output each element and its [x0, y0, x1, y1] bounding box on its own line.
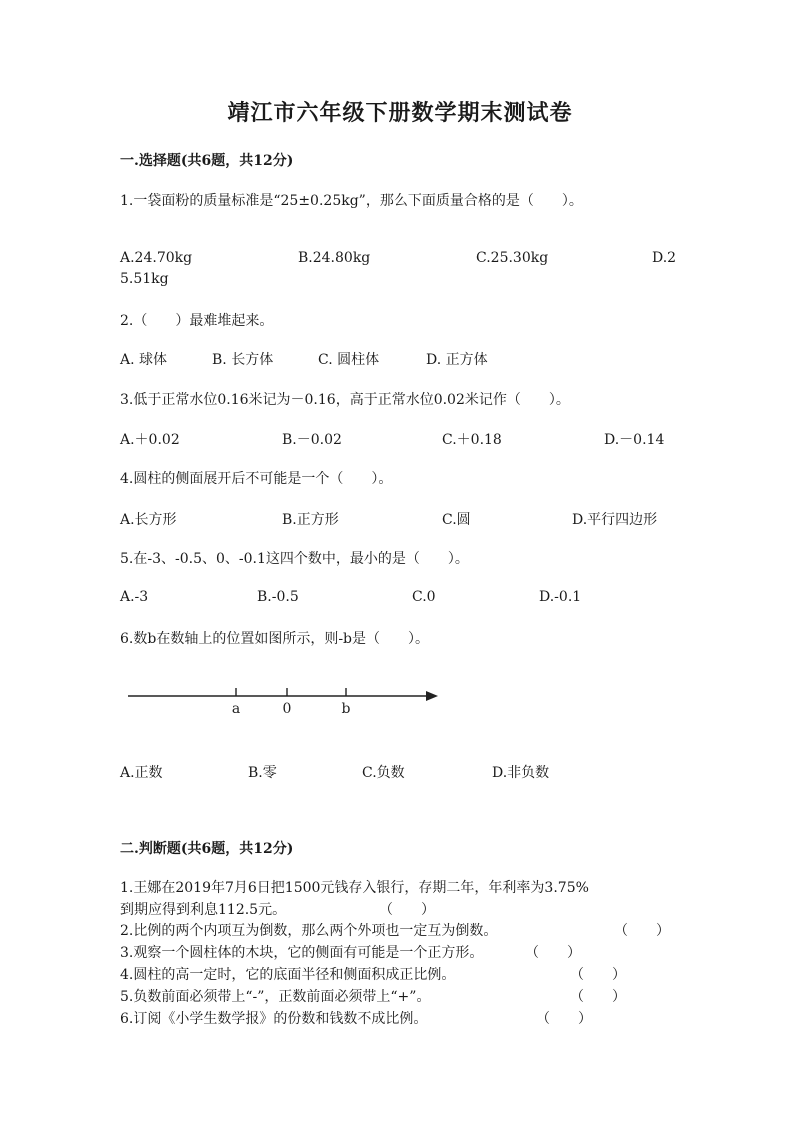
q3-option-a: A.＋0.02	[120, 432, 180, 448]
q5-option-c: C.0	[412, 589, 436, 605]
label-a: a	[231, 701, 241, 717]
q4-option-b: B.正方形	[282, 512, 339, 528]
q2-option-c: C. 圆柱体	[318, 352, 380, 368]
question-2: 2.（ ）最难堆起来。	[120, 313, 274, 329]
judgement-3-answer-parens: （ ）	[525, 945, 581, 961]
judgement-3: 3.观察一个圆柱体的木块，它的侧面有可能是一个正方形。	[120, 945, 484, 961]
q4-option-c: C.圆	[442, 512, 471, 528]
q4-option-a: A.长方形	[120, 512, 177, 528]
label-zero: 0	[282, 701, 292, 717]
page-title: 靖江市六年级下册数学期末测试卷	[227, 100, 573, 126]
section-heading-choice: 一.选择题(共6题，共12分)	[120, 153, 294, 169]
number-line-figure	[124, 680, 444, 720]
q2-option-a: A. 球体	[120, 352, 168, 368]
judgement-6: 6.订阅《小学生数学报》的份数和钱数不成比例。	[120, 1011, 428, 1027]
q5-option-a: A.-3	[120, 589, 149, 605]
judgement-5: 5.负数前面必须带上“-”，正数前面必须带上“+”。	[120, 989, 431, 1005]
section-heading-judgement: 二.判断题(共6题，共12分)	[120, 841, 294, 857]
judgement-4: 4.圆柱的高一定时，它的底面半径和侧面积成正比例。	[120, 967, 456, 983]
q3-option-b: B.－0.02	[282, 432, 342, 448]
q3-option-c: C.＋0.18	[442, 432, 502, 448]
judgement-2: 2.比例的两个内项互为倒数，那么两个外项也一定互为倒数。	[120, 923, 498, 939]
q1-option-a: A.24.70kg	[120, 250, 193, 266]
q1-option-d-cont: 5.51kg	[120, 271, 169, 287]
number-line-arrow	[426, 691, 438, 701]
judgement-1-cont: 到期应得到利息112.5元。	[120, 902, 287, 918]
judgement-1-answer-parens: （ ）	[379, 902, 435, 918]
q1-option-b: B.24.80kg	[298, 250, 371, 266]
q5-option-d: D.-0.1	[539, 589, 582, 605]
q2-option-d: D. 正方体	[426, 352, 488, 368]
q6-option-a: A.正数	[120, 765, 163, 781]
question-1: 1.一袋面粉的质量标准是“25±0.25kg”，那么下面质量合格的是（ ）。	[120, 193, 583, 209]
question-4: 4.圆柱的侧面展开后不可能是一个（ ）。	[120, 471, 393, 487]
judgement-4-answer-parens: （ ）	[570, 967, 626, 983]
q1-option-d: D.2	[652, 250, 677, 266]
judgement-5-answer-parens: （ ）	[570, 989, 626, 1005]
q4-option-d: D.平行四边形	[572, 512, 658, 528]
q6-option-b: B.零	[248, 765, 277, 781]
question-5: 5.在-3、-0.5、0、-0.1这四个数中，最小的是（ ）。	[120, 551, 469, 567]
q6-option-c: C.负数	[362, 765, 405, 781]
judgement-2-answer-parens: （ ）	[614, 923, 670, 939]
question-3: 3.低于正常水位0.16米记为－0.16，高于正常水位0.02米记作（ ）。	[120, 392, 570, 408]
judgement-6-answer-parens: （ ）	[536, 1011, 592, 1027]
q1-option-c: C.25.30kg	[476, 250, 549, 266]
label-b: b	[341, 701, 351, 717]
judgement-1: 1.王娜在2019年7月6日把1500元钱存入银行，存期二年，年利率为3.75%	[120, 880, 589, 896]
question-6: 6.数b在数轴上的位置如图所示，则-b是（ ）。	[120, 631, 430, 647]
q5-option-b: B.-0.5	[257, 589, 299, 605]
q2-option-b: B. 长方体	[212, 352, 274, 368]
q3-option-d: D.－0.14	[604, 432, 665, 448]
q6-option-d: D.非负数	[492, 765, 550, 781]
